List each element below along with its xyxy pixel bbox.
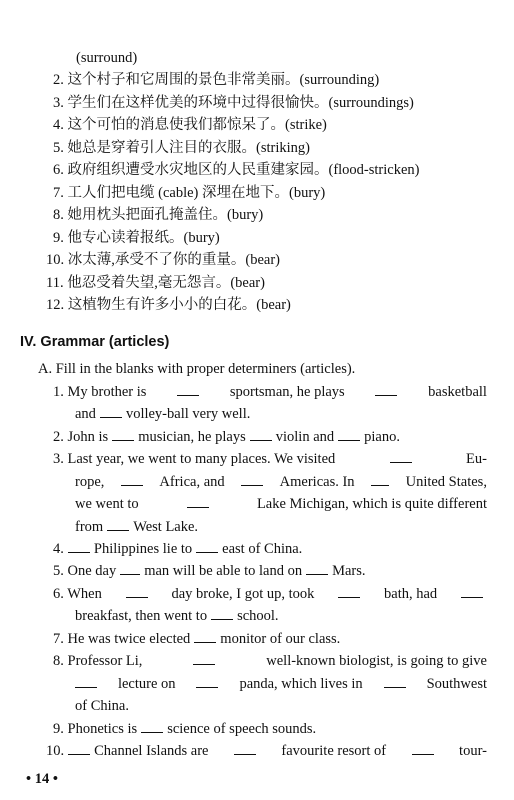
item-number: 4. <box>53 117 64 133</box>
question-text: tour- <box>459 743 487 759</box>
question-text: Phonetics is <box>67 721 138 737</box>
question-8-cont: of China. <box>75 698 129 714</box>
vocab-item <box>53 139 310 157</box>
question-5 <box>53 562 366 580</box>
question-3-cont <box>75 473 487 491</box>
question-number: 7. <box>53 631 64 647</box>
question-8 <box>53 652 487 670</box>
vocab-item <box>53 116 327 134</box>
answer-blank[interactable] <box>461 585 483 598</box>
vocab-item-1-tail: (surround) <box>76 50 138 66</box>
question-text: Africa, and <box>159 474 225 490</box>
question-text: volley-ball very well. <box>125 406 251 422</box>
question-text: day broke, I got up, took <box>171 586 315 602</box>
item-text: 这植物生有许多小小的白花。(bear) <box>67 297 291 313</box>
question-text: from <box>75 519 104 535</box>
item-text: 工人们把电缆 (cable) 深埋在地下。(bury) <box>67 185 326 201</box>
item-text: 他专心读着报纸。(bury) <box>67 230 220 246</box>
question-number: 3. <box>53 451 64 467</box>
question-9 <box>53 720 316 738</box>
answer-blank[interactable] <box>338 585 360 598</box>
answer-blank[interactable] <box>141 720 163 733</box>
question-text: favourite resort of <box>281 743 387 759</box>
item-number: 7. <box>53 185 64 201</box>
item-number: 9. <box>53 230 64 246</box>
page-number: • 14 • <box>26 771 58 787</box>
question-number: 6. <box>53 586 64 602</box>
answer-blank[interactable] <box>177 383 199 396</box>
question-number: 9. <box>53 721 64 737</box>
vocab-item <box>46 274 265 292</box>
answer-blank[interactable] <box>68 540 90 553</box>
question-number: 10. <box>46 743 65 759</box>
question-text: Philippines lie to <box>93 541 193 557</box>
question-8-cont <box>75 675 487 693</box>
question-text: school. <box>237 608 279 624</box>
item-text: 她总是穿着引人注目的衣服。(striking) <box>67 140 310 156</box>
question-text: Southwest <box>426 676 487 692</box>
item-number: 2. <box>53 72 64 88</box>
vocab-item <box>53 161 420 179</box>
item-text: 他忍受着失望,毫无怨言。(bear) <box>67 275 265 291</box>
answer-blank[interactable] <box>194 630 216 643</box>
vocab-item <box>46 251 280 269</box>
question-1 <box>53 383 487 401</box>
question-text: breakfast, then went to <box>75 608 208 624</box>
question-text: well-known biologist, is going to give <box>266 653 487 669</box>
question-3 <box>53 450 487 468</box>
item-text: 她用枕头把面孔掩盖住。(bury) <box>67 207 264 223</box>
answer-blank[interactable] <box>75 675 97 688</box>
exercise-instruction: A. Fill in the blanks with proper determiners (articles). <box>38 361 356 377</box>
question-text: violin and <box>275 429 335 445</box>
answer-blank[interactable] <box>384 675 406 688</box>
answer-blank[interactable] <box>196 675 218 688</box>
question-number: 5. <box>53 563 64 579</box>
answer-blank[interactable] <box>120 562 140 575</box>
question-text: Channel Islands are <box>94 743 209 759</box>
question-number: 1. <box>53 384 64 400</box>
answer-blank[interactable] <box>187 495 209 508</box>
vocab-item <box>53 94 414 112</box>
answer-blank[interactable] <box>234 742 256 755</box>
question-text: Lake Michigan, which is quite different <box>256 496 487 512</box>
question-text: United States, <box>405 474 487 490</box>
item-number: 11. <box>46 275 64 291</box>
answer-blank[interactable] <box>126 585 148 598</box>
question-3-cont <box>75 495 487 513</box>
question-text: He was twice elected <box>67 631 191 647</box>
question-text: man will be able to land on <box>144 563 303 579</box>
answer-blank[interactable] <box>112 428 134 441</box>
question-1-cont <box>75 405 250 423</box>
question-number: 8. <box>53 653 64 669</box>
item-number: 3. <box>53 95 64 111</box>
question-3-cont <box>75 518 198 536</box>
answer-blank[interactable] <box>375 383 397 396</box>
question-text: One day <box>67 563 117 579</box>
question-10 <box>46 742 487 760</box>
item-number: 10. <box>46 252 65 268</box>
item-text: 学生们在这样优美的环境中过得很愉快。(surroundings) <box>67 95 414 111</box>
question-text: musician, he plays <box>138 429 246 445</box>
answer-blank[interactable] <box>107 518 129 531</box>
item-text: 冰太薄,承受不了你的重量。(bear) <box>67 252 280 268</box>
item-number: 8. <box>53 207 64 223</box>
item-number: 5. <box>53 140 64 156</box>
answer-blank[interactable] <box>250 428 272 441</box>
item-number: 12. <box>46 297 65 313</box>
question-text: science of speech sounds. <box>167 721 317 737</box>
vocab-item <box>53 206 263 224</box>
question-text: My brother is <box>67 384 147 400</box>
answer-blank[interactable] <box>193 652 215 665</box>
question-text: panda, which lives in <box>239 676 363 692</box>
question-text: rope, <box>75 474 105 490</box>
answer-blank[interactable] <box>390 450 412 463</box>
item-text: 这个村子和它周围的景色非常美丽。(surrounding) <box>67 72 380 88</box>
question-number: 4. <box>53 541 64 557</box>
question-text: basketball <box>428 384 487 400</box>
question-2 <box>53 428 400 446</box>
question-text: Professor Li, <box>67 653 143 669</box>
question-4 <box>53 540 302 558</box>
item-text: 这个可怕的消息使我们都惊呆了。(strike) <box>67 117 327 133</box>
answer-blank[interactable] <box>306 562 328 575</box>
question-text: sportsman, he plays <box>229 384 345 400</box>
question-text: Last year, we went to many places. We visited <box>67 451 336 467</box>
question-text: east of China. <box>222 541 303 557</box>
vocab-item <box>46 296 291 314</box>
question-text: piano. <box>364 429 400 445</box>
item-text: 政府组织遭受水灾地区的人民重建家园。(flood-stricken) <box>67 162 420 178</box>
vocab-item <box>53 71 379 89</box>
answer-blank[interactable] <box>412 742 434 755</box>
question-6-cont <box>75 607 279 625</box>
question-text: When <box>67 586 102 602</box>
answer-blank[interactable] <box>100 405 122 418</box>
answer-blank[interactable] <box>371 473 389 486</box>
answer-blank[interactable] <box>241 473 263 486</box>
question-text: John is <box>67 429 109 445</box>
vocab-item <box>53 229 220 247</box>
question-text: Mars. <box>332 563 366 579</box>
question-text: monitor of our class. <box>220 631 341 647</box>
question-text: bath, had <box>384 586 438 602</box>
question-7 <box>53 630 340 648</box>
question-text: lecture on <box>117 676 176 692</box>
question-text: West Lake. <box>133 519 199 535</box>
item-number: 6. <box>53 162 64 178</box>
question-text: Americas. In <box>279 474 355 490</box>
answer-blank[interactable] <box>121 473 143 486</box>
question-text: Eu- <box>466 451 487 467</box>
section-heading: IV. Grammar (articles) <box>20 334 170 350</box>
answer-blank[interactable] <box>211 607 233 620</box>
answer-blank[interactable] <box>68 742 90 755</box>
question-6 <box>53 585 487 603</box>
vocab-item <box>53 184 325 202</box>
question-text: and <box>75 406 96 422</box>
question-text: we went to <box>75 496 139 512</box>
question-number: 2. <box>53 429 64 445</box>
answer-blank[interactable] <box>196 540 218 553</box>
answer-blank[interactable] <box>338 428 360 441</box>
